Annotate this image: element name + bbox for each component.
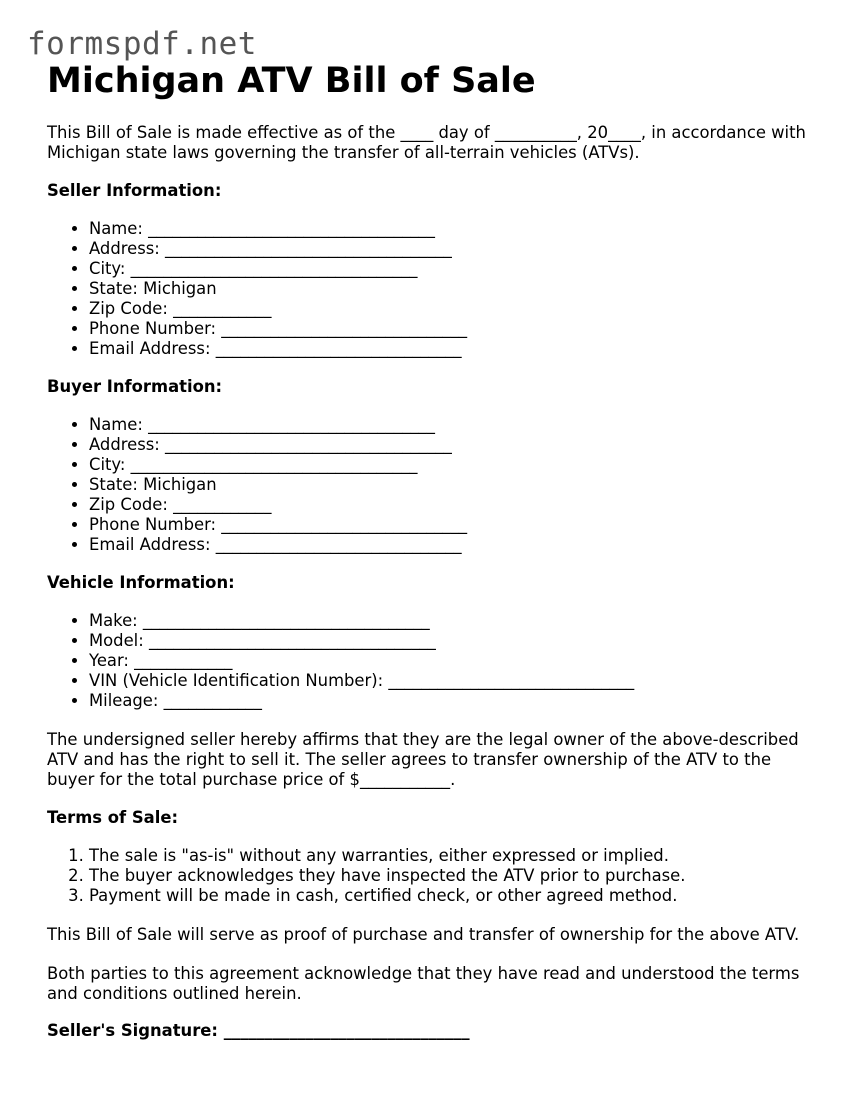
- buyer-heading: Buyer Information:: [47, 377, 223, 396]
- watermark: formspdf.net: [27, 26, 257, 62]
- buyer-zip-field: • Zip Code: ____________: [89, 495, 817, 515]
- seller-name-field: • Name: ___________________________________: [89, 219, 817, 239]
- acknowledge-paragraph: Both parties to this agreement acknowledge that they have read and understood the terms and conditions outlined herein.: [47, 964, 800, 1003]
- buyer-list: [47, 415, 817, 555]
- seller-heading: Seller Information:: [47, 181, 222, 200]
- buyer-name-field: • Name: ___________________________________: [89, 415, 817, 435]
- proof-paragraph: This Bill of Sale will serve as proof of purchase and transfer of ownership for the above ATV.: [47, 925, 800, 944]
- seller-list: [47, 219, 817, 359]
- document: [47, 60, 817, 1041]
- affirmation-paragraph: The undersigned seller hereby affirms that they are the legal owner of the above-described ATV and has the right to sell it. The seller agrees to transfer ownership of the ATV to the buyer for the total purchase price of $___________.: [47, 730, 799, 789]
- vehicle-make-field: • Make: ___________________________________: [89, 611, 817, 631]
- vehicle-heading: Vehicle Information:: [47, 573, 235, 592]
- terms-item: 1. The sale is "as-is" without any warranties, either expressed or implied.: [89, 846, 817, 866]
- vehicle-mileage-field: • Mileage: ____________: [89, 691, 817, 711]
- seller-email-field: • Email Address: ______________________________: [89, 339, 817, 359]
- buyer-city-field: • City: ___________________________________: [89, 455, 817, 475]
- buyer-address-field: • Address: ___________________________________: [89, 435, 817, 455]
- seller-phone-field: • Phone Number: ______________________________: [89, 319, 817, 339]
- buyer-email-field: • Email Address: ______________________________: [89, 535, 817, 555]
- seller-zip-field: • Zip Code: ____________: [89, 299, 817, 319]
- terms-heading: Terms of Sale:: [47, 808, 178, 827]
- vehicle-list: [47, 611, 817, 711]
- terms-item: 2. The buyer acknowledges they have inspected the ATV prior to purchase.: [89, 866, 817, 886]
- page-title: Michigan ATV Bill of Sale: [47, 61, 536, 101]
- vehicle-vin-field: • VIN (Vehicle Identification Number): ______________________________: [89, 671, 817, 691]
- buyer-phone-field: • Phone Number: ______________________________: [89, 515, 817, 535]
- vehicle-model-field: • Model: ___________________________________: [89, 631, 817, 651]
- terms-item: 3. Payment will be made in cash, certified check, or other agreed method.: [89, 886, 817, 906]
- intro-paragraph: This Bill of Sale is made effective as of the ____ day of __________, 20____, in accordance with Michigan state laws governing the transfer of all-terrain vehicles (ATVs).: [47, 123, 806, 162]
- buyer-state-field: • State: Michigan: [89, 475, 817, 495]
- seller-address-field: • Address: ___________________________________: [89, 239, 817, 259]
- vehicle-year-field: • Year: ____________: [89, 651, 817, 671]
- seller-city-field: • City: ___________________________________: [89, 259, 817, 279]
- seller-signature-line: Seller's Signature: ______________________________: [47, 1021, 470, 1040]
- seller-state-field: • State: Michigan: [89, 279, 817, 299]
- terms-list: [47, 846, 817, 906]
